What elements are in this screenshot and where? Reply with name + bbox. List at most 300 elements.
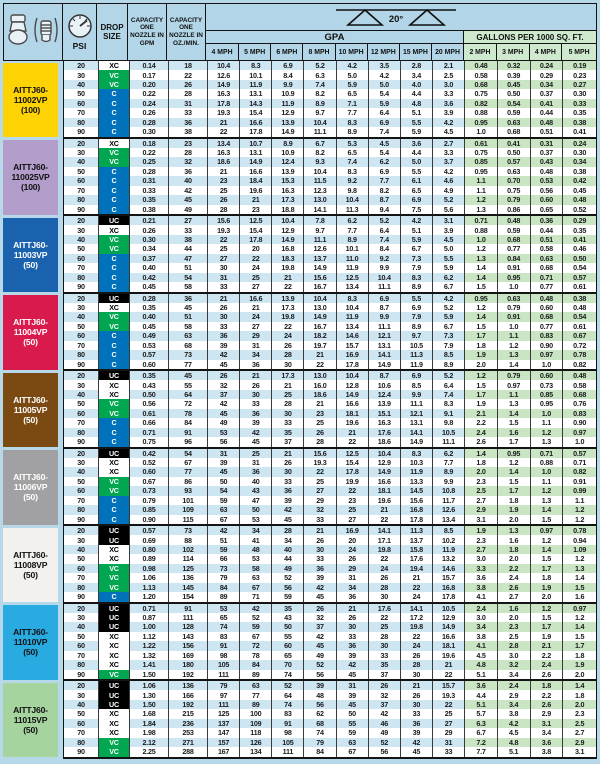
cell-gallons: 0.42 xyxy=(562,176,596,185)
cell-gpa: 14.9 xyxy=(271,235,303,244)
cell-gpa: 33 xyxy=(271,477,303,486)
cell-drop-size: UC xyxy=(98,535,129,544)
cell-gpa: 30 xyxy=(400,700,432,709)
cell-drop-size: UC xyxy=(98,371,129,380)
cell-gpa: 19.8 xyxy=(368,545,400,554)
cell-psi: 60 xyxy=(64,176,98,185)
cell-gallons: 0.30 xyxy=(562,89,596,98)
cell-drop-size: VC xyxy=(98,738,129,747)
cell-capacity-oz: 288 xyxy=(168,747,207,756)
cell-gpa: 63 xyxy=(207,505,239,514)
cell-gallons: 1.3 xyxy=(562,564,596,573)
cell-drop-size: C xyxy=(98,273,129,282)
cell-gpa: 10.1 xyxy=(239,70,271,79)
cell-gpa: 34 xyxy=(239,526,271,535)
cell-gpa: 43 xyxy=(271,613,303,622)
cell-gallons: 0.86 xyxy=(497,205,530,214)
cell-gpa: 53 xyxy=(239,554,271,563)
cell-drop-size: VC xyxy=(98,573,129,582)
cell-gpa: 11.3 xyxy=(400,350,432,359)
cell-gallons: 0.24 xyxy=(530,61,563,70)
cell-gpa: 35 xyxy=(368,660,400,669)
cell-gpa: 21 xyxy=(239,371,271,380)
nozzle-model-label: AITTJ60- 110025VP (100) xyxy=(3,140,58,215)
cell-gpa: 33 xyxy=(336,632,368,641)
cell-psi: 50 xyxy=(64,554,98,563)
cell-gpa: 12.9 xyxy=(368,458,400,467)
cell-gallons: 0.75 xyxy=(464,148,497,157)
cell-gallons: 0.68 xyxy=(562,390,596,399)
cell-gpa: 9.9 xyxy=(400,390,432,399)
cell-gpa: 45 xyxy=(271,515,303,524)
cell-gpa: 19.4 xyxy=(400,564,432,573)
cell-gpa: 16.7 xyxy=(303,282,335,291)
cell-capacity-gpm: 0.87 xyxy=(129,613,168,622)
cell-gallons: 0.60 xyxy=(530,371,563,380)
cell-gpa: 111 xyxy=(207,700,239,709)
cell-gpa: 7.7 xyxy=(432,458,464,467)
gallons-group-header: GALLONS PER 1000 SQ. FT. xyxy=(463,31,596,43)
cell-gpa: 83 xyxy=(271,709,303,718)
cell-gpa: 29 xyxy=(432,728,464,737)
cell-gpa: 89 xyxy=(207,592,239,601)
cell-psi: 20 xyxy=(64,294,98,303)
model-column xyxy=(3,449,63,527)
cell-capacity-gpm: 0.57 xyxy=(129,526,168,535)
cell-capacity-gpm: 0.24 xyxy=(129,99,168,108)
cell-drop-size: XC xyxy=(98,660,129,669)
cell-gpa: 7.9 xyxy=(432,341,464,350)
cell-gpa: 11.9 xyxy=(271,99,303,108)
cell-drop-size: XC xyxy=(98,61,129,70)
cell-gpa: 10.3 xyxy=(400,458,432,467)
cell-gpa: 22 xyxy=(271,282,303,291)
cell-gpa: 98 xyxy=(207,651,239,660)
cell-gpa: 11.9 xyxy=(336,263,368,272)
cell-gallons: 0.65 xyxy=(530,205,563,214)
cell-gallons: 1.6 xyxy=(562,592,596,601)
cell-psi: 40 xyxy=(64,700,98,709)
cell-gpa: 36 xyxy=(239,360,271,369)
data-row xyxy=(64,157,596,166)
cell-gpa: 12.1 xyxy=(368,331,400,340)
cell-gpa: 39 xyxy=(303,681,335,690)
data-row xyxy=(64,312,596,321)
cell-gpa: 8.7 xyxy=(368,303,400,312)
cell-capacity-gpm: 0.60 xyxy=(129,467,168,476)
cell-gallons: 5.7 xyxy=(464,709,497,718)
cell-gpa: 28 xyxy=(207,205,239,214)
data-row xyxy=(64,700,596,709)
cell-gpa: 13.4 xyxy=(336,282,368,291)
cell-gallons: 3.0 xyxy=(497,651,530,660)
cell-gpa: 14.9 xyxy=(400,437,432,446)
cell-capacity-oz: 63 xyxy=(168,331,207,340)
cell-gpa: 51 xyxy=(207,535,239,544)
cell-gpa: 21 xyxy=(303,350,335,359)
cell-gpa: 30 xyxy=(271,360,303,369)
cell-gpa: 6.3 xyxy=(303,70,335,79)
cell-gpa: 13.9 xyxy=(271,294,303,303)
nozzle-model-label: AITTJ60- 11010VP (50) xyxy=(3,605,58,680)
cell-capacity-gpm: 0.56 xyxy=(129,399,168,408)
cell-gpa: 52 xyxy=(271,681,303,690)
cell-gpa: 8.3 xyxy=(336,118,368,127)
cell-gpa: 49 xyxy=(368,728,400,737)
cell-gallons: 2.6 xyxy=(530,670,563,679)
cell-gallons: 1.2 xyxy=(530,486,563,495)
data-row xyxy=(64,738,596,747)
cell-gpa: 5.5 xyxy=(400,167,432,176)
cell-gpa: 39 xyxy=(336,690,368,699)
cell-gpa: 14.9 xyxy=(207,80,239,89)
cell-gpa: 63 xyxy=(239,573,271,582)
cell-gpa: 15.8 xyxy=(400,545,432,554)
cell-drop-size: UC xyxy=(98,681,129,690)
cell-capacity-oz: 136 xyxy=(168,681,207,690)
cell-gallons: 1.5 xyxy=(464,380,497,389)
cell-gpa: 74 xyxy=(207,622,239,631)
data-row xyxy=(64,127,596,136)
cell-gpa: 13.4 xyxy=(207,139,239,148)
cell-gpa: 5.2 xyxy=(432,303,464,312)
cell-gallons: 0.97 xyxy=(530,350,563,359)
data-row xyxy=(64,458,596,467)
cell-drop-size: VC xyxy=(98,322,129,331)
cell-gpa: 2.8 xyxy=(400,61,432,70)
cell-gpa: 9.2 xyxy=(336,176,368,185)
cell-gpa: 5.5 xyxy=(432,254,464,263)
cell-gallons: 2.5 xyxy=(562,719,596,728)
cell-gallons: 2.4 xyxy=(497,573,530,582)
model-column xyxy=(3,526,63,604)
cell-gpa: 33 xyxy=(207,322,239,331)
data-row xyxy=(64,371,596,380)
cell-gallons: 3.1 xyxy=(464,515,497,524)
cell-gpa: 42 xyxy=(303,632,335,641)
cell-gpa: 31 xyxy=(432,738,464,747)
cell-capacity-oz: 73 xyxy=(168,526,207,535)
data-row xyxy=(64,554,596,563)
cell-gallons: 0.90 xyxy=(530,341,563,350)
cell-gpa: 10.4 xyxy=(303,167,335,176)
cell-gallons: 0.71 xyxy=(562,458,596,467)
cell-gallons: 0.41 xyxy=(562,235,596,244)
cell-gallons: 0.51 xyxy=(530,127,563,136)
cell-gallons: 0.48 xyxy=(530,167,563,176)
cell-gallons: 0.29 xyxy=(530,70,563,79)
nozzle-model-label: AITTJ60- 11004VP (50) xyxy=(3,295,58,370)
cell-gpa: 10.4 xyxy=(303,118,335,127)
cell-gpa: 46 xyxy=(368,719,400,728)
cell-capacity-gpm: 0.73 xyxy=(129,486,168,495)
cell-gallons: 3.6 xyxy=(464,681,497,690)
cell-gallons: 0.57 xyxy=(562,449,596,458)
cell-psi: 20 xyxy=(64,449,98,458)
cell-gpa: 16.6 xyxy=(432,632,464,641)
cell-capacity-gpm: 0.98 xyxy=(129,564,168,573)
cell-gallons: 0.54 xyxy=(562,263,596,272)
data-row xyxy=(64,263,596,272)
cell-gallons: 0.43 xyxy=(530,157,563,166)
cell-gpa: 15.6 xyxy=(303,273,335,282)
cell-gpa: 5.9 xyxy=(336,80,368,89)
cell-psi: 90 xyxy=(64,515,98,524)
gallons-speed-header: 4 MPH xyxy=(529,44,562,60)
cell-gpa: 21 xyxy=(239,195,271,204)
data-row xyxy=(64,254,596,263)
cell-capacity-oz: 136 xyxy=(168,573,207,582)
cell-gallons: 0.77 xyxy=(497,244,530,253)
cell-gallons: 1.2 xyxy=(530,535,563,544)
cell-gpa: 4.2 xyxy=(432,118,464,127)
cell-gpa: 8.3 xyxy=(239,61,271,70)
cell-gpa: 15.6 xyxy=(400,496,432,505)
cell-gpa: 25 xyxy=(303,418,335,427)
cell-gpa: 15.4 xyxy=(336,458,368,467)
cell-gallons: 2.9 xyxy=(464,505,497,514)
cell-psi: 70 xyxy=(64,418,98,427)
cell-gallons: 1.0 xyxy=(464,235,497,244)
cell-capacity-gpm: 1.22 xyxy=(129,641,168,650)
cell-gpa: 22 xyxy=(207,235,239,244)
cell-gpa: 6.9 xyxy=(400,195,432,204)
cell-gallons: 2.7 xyxy=(562,728,596,737)
cell-drop-size: C xyxy=(98,127,129,136)
capacity-oz-column-header: CAPACITY ONE NOZZLE IN OZ./MIN. xyxy=(167,4,206,60)
cell-gpa: 14.9 xyxy=(239,157,271,166)
cell-gpa: 21 xyxy=(432,660,464,669)
cell-capacity-gpm: 0.38 xyxy=(129,205,168,214)
cell-gallons: 1.7 xyxy=(497,437,530,446)
cell-gpa: 5.0 xyxy=(368,80,400,89)
cell-gpa: 19.8 xyxy=(271,312,303,321)
cell-gpa: 50 xyxy=(271,622,303,631)
cell-gpa: 17.8 xyxy=(336,467,368,476)
cell-capacity-gpm: 0.26 xyxy=(129,108,168,117)
cell-psi: 30 xyxy=(64,70,98,79)
cell-gpa: 22 xyxy=(207,127,239,136)
cell-capacity-gpm: 0.20 xyxy=(129,80,168,89)
cell-gpa: 74 xyxy=(271,700,303,709)
data-row xyxy=(64,573,596,582)
data-row xyxy=(64,651,596,660)
cell-capacity-gpm: 1.32 xyxy=(129,651,168,660)
cell-gallons: 0.19 xyxy=(562,61,596,70)
cell-capacity-oz: 88 xyxy=(168,535,207,544)
cell-gpa: 10.7 xyxy=(239,139,271,148)
cell-capacity-gpm: 0.69 xyxy=(129,535,168,544)
cell-gallons: 0.91 xyxy=(497,312,530,321)
cell-gpa: 15.7 xyxy=(432,681,464,690)
cell-gpa: 6.4 xyxy=(432,380,464,389)
cell-gpa: 59 xyxy=(271,592,303,601)
cell-gpa: 56 xyxy=(303,670,335,679)
cell-drop-size: XC xyxy=(98,467,129,476)
cell-gallons: 3.8 xyxy=(530,747,563,756)
cell-gpa: 74 xyxy=(303,728,335,737)
data-row xyxy=(64,176,596,185)
cell-gpa: 84 xyxy=(303,747,335,756)
cell-capacity-gpm: 2.12 xyxy=(129,738,168,747)
cell-gpa: 10.5 xyxy=(432,428,464,437)
cell-gpa: 13.9 xyxy=(368,399,400,408)
cell-gallons: 0.31 xyxy=(530,139,563,148)
cell-gallons: 1.4 xyxy=(497,467,530,476)
cell-gallons: 1.2 xyxy=(530,604,563,613)
cell-gpa: 7.7 xyxy=(336,225,368,234)
cell-gpa: 18.6 xyxy=(368,437,400,446)
cell-gpa: 2.1 xyxy=(432,61,464,70)
cell-gpa: 13.9 xyxy=(271,167,303,176)
cell-capacity-oz: 77 xyxy=(168,467,207,476)
cell-capacity-oz: 22 xyxy=(168,70,207,79)
cell-gpa: 19.8 xyxy=(400,622,432,631)
cell-gpa: 49 xyxy=(271,564,303,573)
cell-gpa: 11.7 xyxy=(432,496,464,505)
cell-gallons: 3.8 xyxy=(497,709,530,718)
cell-gallons: 2.9 xyxy=(562,738,596,747)
data-row xyxy=(64,380,596,389)
model-column xyxy=(3,371,63,449)
cell-gpa: 6.2 xyxy=(368,157,400,166)
cell-drop-size: VC xyxy=(98,80,129,89)
cell-drop-size: C xyxy=(98,205,129,214)
cell-gallons: 2.4 xyxy=(464,428,497,437)
cell-gpa: 14.1 xyxy=(368,350,400,359)
cell-gallons: 0.27 xyxy=(562,80,596,89)
cell-gpa: 126 xyxy=(239,738,271,747)
cell-gpa: 67 xyxy=(207,515,239,524)
cell-drop-size: VC xyxy=(98,583,129,592)
cell-gpa: 67 xyxy=(239,583,271,592)
cell-gpa: 12.6 xyxy=(303,244,335,253)
svg-text:20°: 20° xyxy=(388,14,404,25)
cell-gpa: 12.3 xyxy=(303,186,335,195)
cell-gallons: 1.4 xyxy=(464,312,497,321)
data-row xyxy=(64,505,596,514)
cell-gpa: 4.9 xyxy=(432,186,464,195)
data-row xyxy=(64,660,596,669)
cell-gpa: 74 xyxy=(271,670,303,679)
cell-psi: 80 xyxy=(64,428,98,437)
cell-gallons: 0.77 xyxy=(530,282,563,291)
cell-gallons: 4.5 xyxy=(464,651,497,660)
cell-drop-size: C xyxy=(98,331,129,340)
cell-gpa: 22 xyxy=(400,583,432,592)
cell-gpa: 8.7 xyxy=(368,195,400,204)
cell-gpa: 25 xyxy=(207,186,239,195)
cell-gpa: 14.1 xyxy=(368,526,400,535)
cell-gallons: 1.2 xyxy=(562,505,596,514)
cell-gpa: 12.9 xyxy=(432,613,464,622)
cell-gpa: 27 xyxy=(432,719,464,728)
cell-psi: 80 xyxy=(64,583,98,592)
cell-gpa: 21 xyxy=(271,273,303,282)
cell-gpa: 39 xyxy=(207,458,239,467)
cell-gpa: 6.7 xyxy=(400,244,432,253)
cell-gpa: 16.9 xyxy=(336,526,368,535)
cell-gpa: 53 xyxy=(239,515,271,524)
cell-gallons: 4.2 xyxy=(497,719,530,728)
cell-psi: 90 xyxy=(64,747,98,756)
cell-gallons: 2.7 xyxy=(464,496,497,505)
cell-gallons: 1.3 xyxy=(530,496,563,505)
cell-capacity-oz: 192 xyxy=(168,700,207,709)
cell-gpa: 22 xyxy=(303,360,335,369)
cell-drop-size: UC xyxy=(98,604,129,613)
nozzle-tip-icon xyxy=(7,13,31,52)
cell-gpa: 16.9 xyxy=(336,350,368,359)
data-row xyxy=(64,186,596,195)
cell-gallons: 1.5 xyxy=(530,554,563,563)
cell-gpa: 24 xyxy=(368,564,400,573)
cell-capacity-oz: 115 xyxy=(168,515,207,524)
psi-column-header xyxy=(63,4,97,60)
cell-gpa: 4.6 xyxy=(432,176,464,185)
cell-gpa: 19.8 xyxy=(271,263,303,272)
cell-gallons: 2.5 xyxy=(464,486,497,495)
cell-gpa: 5.2 xyxy=(368,216,400,225)
cell-capacity-oz: 86 xyxy=(168,477,207,486)
cell-gpa: 9.7 xyxy=(303,108,335,117)
cell-gallons: 0.68 xyxy=(497,127,530,136)
data-row xyxy=(64,80,596,89)
cell-drop-size: XC xyxy=(98,139,129,148)
cell-gpa: 105 xyxy=(271,738,303,747)
cell-gpa: 25 xyxy=(432,709,464,718)
cell-gpa: 4.2 xyxy=(368,70,400,79)
cell-drop-size: XC xyxy=(98,303,129,312)
cell-capacity-gpm: 0.35 xyxy=(129,195,168,204)
cell-gpa: 16.6 xyxy=(239,118,271,127)
cell-capacity-gpm: 0.22 xyxy=(129,148,168,157)
cell-gpa: 26 xyxy=(368,573,400,582)
cell-gallons: 0.52 xyxy=(562,205,596,214)
cell-capacity-gpm: 0.66 xyxy=(129,418,168,427)
cell-gpa: 6.5 xyxy=(336,148,368,157)
cell-capacity-oz: 27 xyxy=(168,216,207,225)
cell-drop-size: VC xyxy=(98,670,129,679)
cell-gallons: 1.4 xyxy=(562,573,596,582)
cell-gallons: 0.68 xyxy=(464,80,497,89)
cell-gallons: 0.57 xyxy=(497,157,530,166)
cell-capacity-gpm: 0.45 xyxy=(129,322,168,331)
cell-capacity-gpm: 0.34 xyxy=(129,244,168,253)
cell-gpa: 60 xyxy=(271,641,303,650)
cell-gallons: 0.70 xyxy=(497,176,530,185)
cell-drop-size: C xyxy=(98,99,129,108)
cell-gpa: 16.7 xyxy=(303,322,335,331)
cell-gpa: 37 xyxy=(303,622,335,631)
cell-gpa: 64 xyxy=(271,690,303,699)
data-row xyxy=(64,449,596,458)
cell-gpa: 11.0 xyxy=(336,254,368,263)
cell-psi: 80 xyxy=(64,273,98,282)
cell-capacity-gpm: 0.60 xyxy=(129,360,168,369)
cell-gallons: 0.37 xyxy=(530,148,563,157)
cell-drop-size: UC xyxy=(98,700,129,709)
cell-drop-size: C xyxy=(98,428,129,437)
cell-gallons: 0.46 xyxy=(562,244,596,253)
cell-gpa: 25 xyxy=(368,622,400,631)
cell-drop-size: VC xyxy=(98,486,129,495)
cell-gallons: 0.54 xyxy=(497,99,530,108)
cell-capacity-gpm: 1.98 xyxy=(129,728,168,737)
cell-gpa: 26 xyxy=(336,613,368,622)
cell-gpa: 9.7 xyxy=(303,225,335,234)
cell-gpa: 33 xyxy=(271,418,303,427)
